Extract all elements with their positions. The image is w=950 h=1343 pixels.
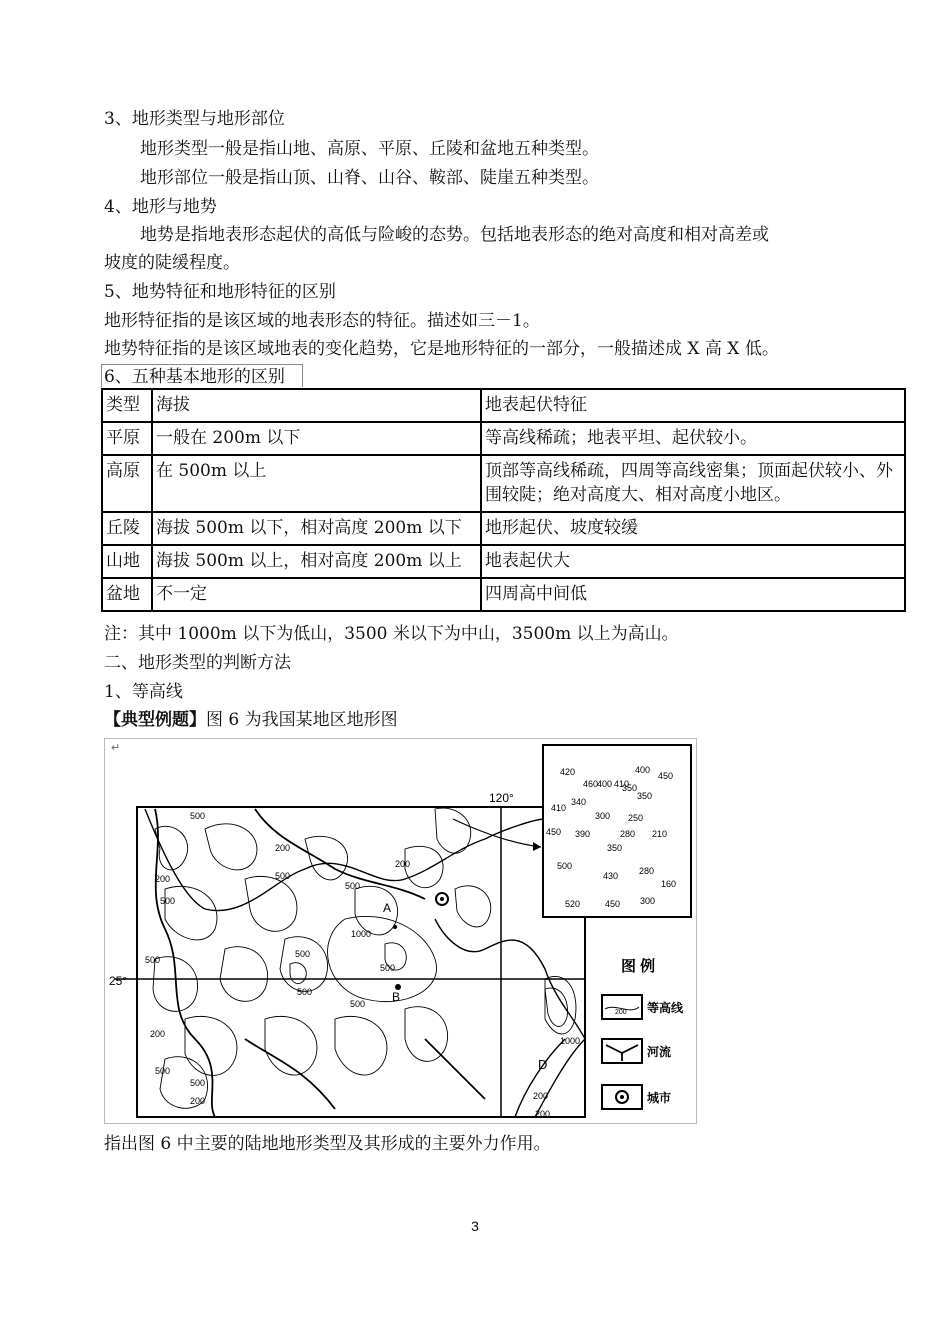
question-text: 指出图 6 中主要的陆地地形类型及其形成的主要外力作用。 [104,1134,551,1154]
legend-contour-label: 等高线 [647,1001,684,1015]
table-header-cell: 海拔 [152,389,481,422]
table-cell: 地表起伏大 [481,545,905,578]
contour-label: 500 [155,1066,171,1076]
legend-city-label: 城市 [647,1091,672,1105]
contour-label: 200 [155,874,171,884]
table-header-cell: 地表起伏特征 [481,389,905,422]
contour-label: 200 [275,843,291,853]
point-b-label: B [392,990,401,1004]
inset-value: 350 [622,783,638,793]
longitude-label: 120° [489,791,514,805]
inset-arrow-icon [533,842,541,851]
inset-value: 410 [614,779,630,789]
inset-value: 350 [607,843,623,853]
section-heading-contour: 1、等高线 [104,682,183,702]
contour-label: 200 [535,1109,551,1119]
contour-lines [153,808,576,1108]
topographic-map-figure [104,738,697,1124]
table-cell: 盆地 [102,578,152,611]
inset-value: 280 [639,866,655,876]
topographic-map [105,739,696,1123]
contour-label: 500 [160,896,176,906]
inset-value: 300 [595,811,611,821]
paragraph-trend-feature: 地势特征指的是该区域地表的变化趋势，它是地形特征的一部分，一般描述成 X 高 X 低。 [104,339,779,359]
contour-label: 1000 [351,929,372,939]
contour-label: 500 [350,999,366,1009]
city-marker-center [440,897,444,901]
point-a-dot [393,925,397,929]
contour-label: 200 [150,1029,166,1039]
section-heading-4: 4、地形与地势 [104,197,217,217]
latitude-label: 25° [109,974,128,988]
table-cell: 丘陵 [102,512,152,545]
inset-value: 450 [605,899,621,909]
table-note: 注：其中 1000m 以下为低山，3500 米以下为中山，3500m 以上为高山。 [104,624,679,644]
table-header-cell: 类型 [102,389,152,422]
paragraph-terrain-trend-1: 地势是指地表形态起伏的高低与险峻的态势。包括地表形态的绝对高度和相对高差或 [140,225,769,245]
inset-value: 460 [583,779,599,789]
paragraph-landform-feature: 地形特征指的是该区域的地表形态的特征。描述如三－1。 [104,311,540,331]
inset-value: 400 [635,765,651,775]
contour-label: 1000 [560,1036,581,1046]
return-mark-icon: ↵ [111,742,121,754]
table-row [102,512,905,545]
legend-contour-sample: 200 [615,1009,627,1016]
contour-label: 500 [295,949,311,959]
contour-label: 200 [395,859,411,869]
inset-value: 210 [652,829,668,839]
inset-value: 350 [637,791,653,801]
inset-value: 400 [597,779,613,789]
section-heading-method: 二、地形类型的判断方法 [104,653,291,673]
inset-value: 390 [575,829,591,839]
inset-value: 420 [560,767,576,777]
inset-value: 500 [557,861,573,871]
page-number: 3 [471,1218,479,1234]
legend-title: 图 例 [621,958,656,975]
section-heading-5: 5、地势特征和地形特征的区别 [104,282,336,302]
point-d-label: D [538,1057,548,1072]
contour-label: 200 [533,1091,549,1101]
section-heading-6: 6、五种基本地形的区别 [104,367,285,387]
inset-value: 450 [546,827,562,837]
inset-value: 340 [571,797,587,807]
contour-label: 500 [145,955,161,965]
point-a-label: A [383,901,392,915]
inset-value: 160 [661,879,677,889]
example-bracket: 【典型例题】 [104,710,206,730]
table-header-row [102,389,905,422]
table-row [102,578,905,611]
table-row [102,545,905,578]
table-cell: 高原 [102,455,152,512]
table-cell: 海拔 500m 以下，相对高度 200m 以下 [152,512,481,545]
contour-label: 500 [345,881,361,891]
table-row [102,422,905,455]
inset-value: 520 [565,899,581,909]
contour-label: 500 [190,1078,206,1088]
table-cell: 海拔 500m 以上，相对高度 200m 以上 [152,545,481,578]
contour-label: 500 [275,871,291,881]
contour-label: 500 [190,811,206,821]
paragraph-terrain-types: 地形类型一般是指山地、高原、平原、丘陵和盆地五种类型。 [140,139,599,159]
table-cell: 在 500m 以上 [152,455,481,512]
legend-city-dot [620,1095,624,1099]
inset-value: 280 [620,829,636,839]
contour-label: 200 [190,1096,206,1106]
table-cell: 顶部等高线稀疏，四周等高线密集；顶面起伏较小、外围较陡；绝对高度大、相对高度小地区。 [481,455,905,512]
paragraph-terrain-trend-2: 坡度的陡缓程度。 [104,253,240,273]
table-row [102,455,905,512]
table-cell: 山地 [102,545,152,578]
inset-value: 250 [628,813,644,823]
table-cell: 地形起伏、坡度较缓 [481,512,905,545]
inset-value: 410 [551,803,567,813]
inset-value: 430 [603,871,619,881]
inset-value: 450 [658,771,674,781]
rivers [155,809,485,1117]
table-cell: 等高线稀疏；地表平坦、起伏较小。 [481,422,905,455]
contour-labels [145,811,580,1119]
table-cell: 平原 [102,422,152,455]
landform-table [101,388,906,612]
inset-value: 300 [640,896,656,906]
section-heading-3: 3、地形类型与地形部位 [104,109,285,129]
example-intro [104,709,398,731]
table-cell: 一般在 200m 以下 [152,422,481,455]
contour-label: 500 [297,987,313,997]
legend-river-label: 河流 [647,1045,672,1059]
map-frame [137,807,585,1117]
table-cell: 四周高中间低 [481,578,905,611]
contour-label: 500 [380,963,396,973]
paragraph-terrain-parts: 地形部位一般是指山顶、山脊、山谷、鞍部、陡崖五种类型。 [140,168,599,188]
example-text: 图 6 为我国某地区地形图 [206,710,398,730]
table-cell: 不一定 [152,578,481,611]
